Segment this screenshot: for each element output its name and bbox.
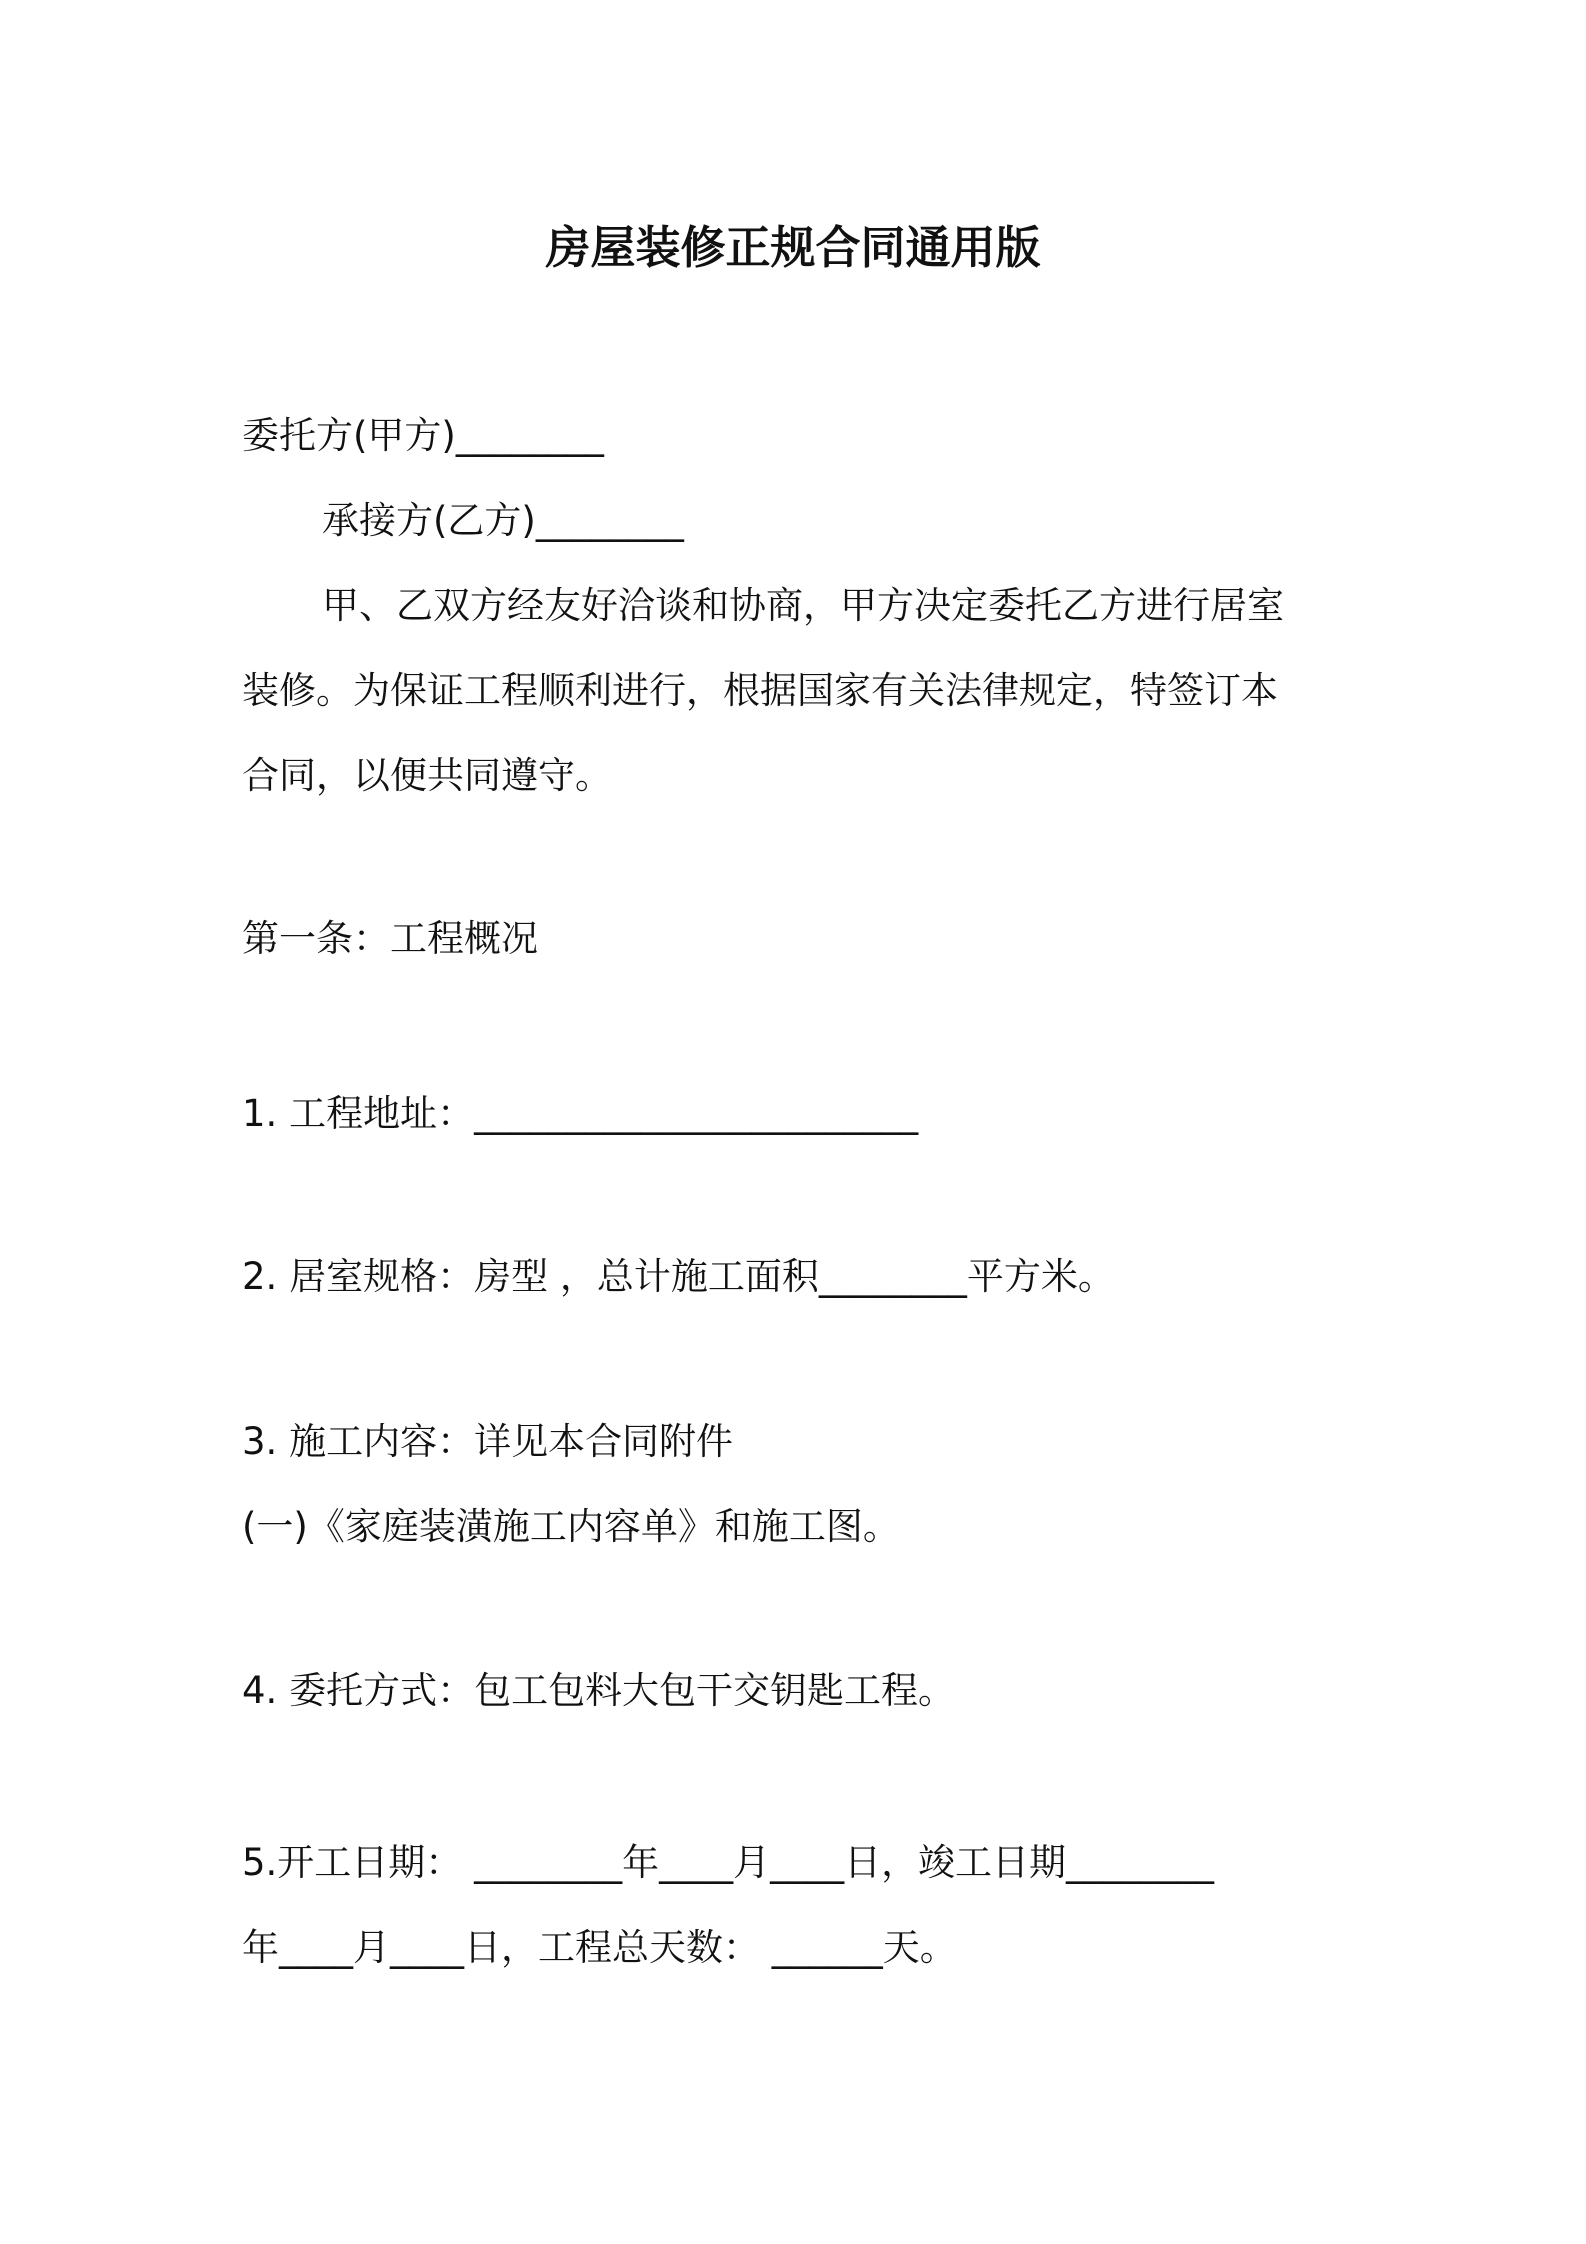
item-commission-method: 4. 委托方式：包工包料大包干交钥匙工程。	[242, 1669, 956, 1712]
item-dates-line-1: 5.开工日期： ________年____月____日，竣工日期________	[242, 1841, 1215, 1884]
client-party-line: 委托方(甲方)________	[242, 414, 604, 457]
preamble-line-3: 合同，以便共同遵守。	[242, 754, 612, 797]
contractor-party-line: 承接方(乙方)________	[322, 499, 684, 542]
document-title: 房屋装修正规合同通用版	[545, 221, 1041, 274]
item-room-specs: 2. 居室规格：房型 ，总计施工面积________平方米。	[242, 1255, 1115, 1298]
item-construction-content: 3. 施工内容：详见本合同附件	[242, 1420, 734, 1463]
item-construction-content-sub: (一)《家庭装潢施工内容单》和施工图。	[242, 1505, 900, 1548]
item-dates-line-2: 年____月____日，工程总天数： ______天。	[242, 1926, 957, 1969]
preamble-line-2: 装修。为保证工程顺利进行，根据国家有关法律规定，特签订本	[242, 669, 1278, 712]
item-project-address: 1. 工程地址：________________________	[242, 1092, 919, 1135]
article-1-heading: 第一条：工程概况	[242, 917, 538, 960]
preamble-line-1: 甲、乙双方经友好洽谈和协商，甲方决定委托乙方进行居室	[322, 584, 1284, 627]
